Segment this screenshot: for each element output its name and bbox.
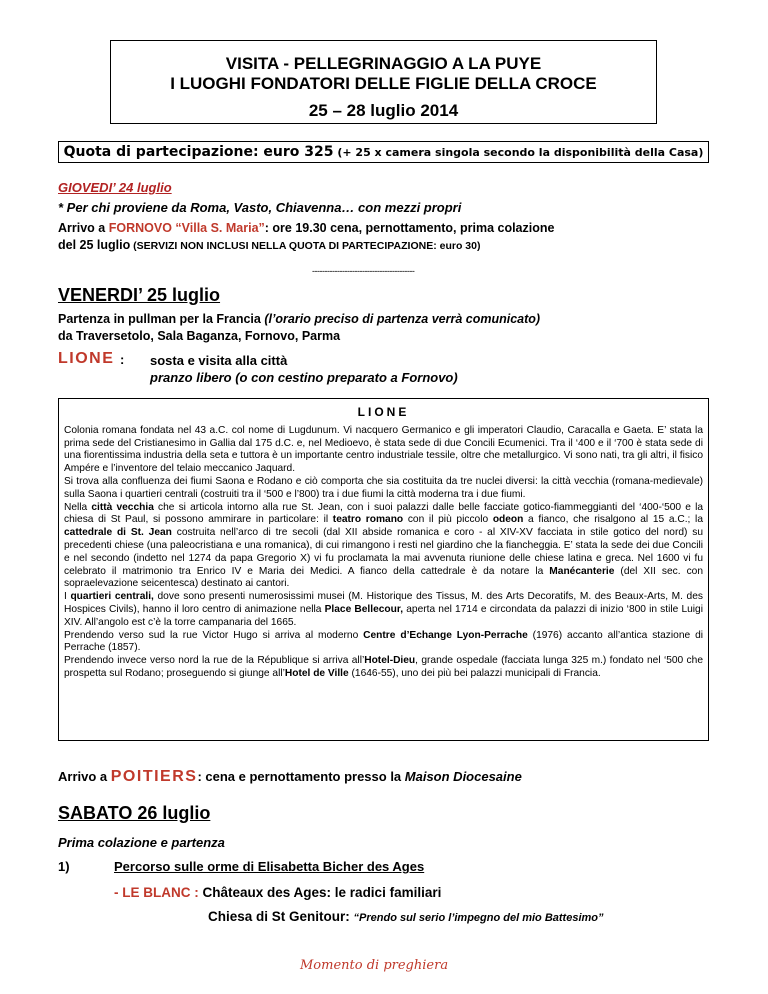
- title-line2: I LUOGHI FONDATORI DELLE FIGLIE DELLA CROCE: [170, 74, 597, 93]
- lione-visit: sosta e visita alla città: [150, 353, 288, 368]
- poitiers-prefix: Arrivo a: [58, 769, 111, 784]
- prayer-moment: Momento di preghiera: [300, 958, 449, 973]
- poitiers-line: [58, 768, 522, 786]
- giovedi-line2: [58, 237, 708, 255]
- church-name: Chiesa di St Genitour:: [208, 909, 354, 924]
- giovedi-note: * Per chi proviene da Roma, Vasto, Chiavenna… con mezzi propri: [58, 200, 462, 215]
- sabato-num: 1): [58, 859, 70, 874]
- lione-p6: Prendendo invece verso nord la rue de la République si arriva all’Hotel-Dieu, grande ospedale (facciata lunga 325 m.) fondato nel ‘500 che prospetta sul Rodano; proseguendo si giunge all’Hotel de Ville (1646-55), uno dei più bei palazzi municipali di Francia.: [64, 655, 703, 679]
- sabato-breakfast: Prima colazione e partenza: [58, 835, 225, 850]
- lione-p4: I quartieri centrali, dove sono presenti numerosissimi musei (M. Historique des Tissus, M. des Arts Decoratifs, M. des Beaux-Arts, M. des Hospices Civils), hanno il loro centro di animazione nella Place Bellecour, aperta nel 1714 e circondata da palazzi di inizio ‘800 in stile Luigi XIV. All’angolo est c’è la torre campanaria del 1665.: [64, 591, 703, 628]
- lione-label: LIONE: [58, 350, 115, 367]
- giovedi-line2-text: del 25 luglio: [58, 238, 131, 252]
- poitiers-place: Maison Diocesaine: [404, 769, 522, 784]
- venerdi-line1-italic: (l’orario preciso di partenza verrà comunicato): [264, 312, 541, 326]
- giovedi-heading: GIOVEDI’ 24 luglio: [58, 180, 172, 195]
- title-line1: VISITA - PELLEGRINAGGIO A LA PUYE: [225, 54, 542, 73]
- leblanc-label: - LE BLANC :: [114, 885, 199, 900]
- quota-note: (+ 25 x camera singola secondo la disponibilità della Casa): [333, 146, 704, 159]
- venerdi-heading: VENERDI’ 25 luglio: [58, 285, 221, 305]
- church-line: [208, 909, 604, 924]
- lione-box-heading: LIONE: [357, 405, 410, 419]
- leblanc-line: [114, 885, 441, 900]
- sabato-heading: SABATO 26 luglio: [58, 803, 211, 823]
- arrivo-prefix: Arrivo a: [58, 221, 109, 235]
- poitiers-city: POITIERS: [110, 768, 198, 785]
- giovedi-line2-small: (SERVIZI NON INCLUSI NELLA QUOTA DI PARTECIPAZIONE: euro 30): [130, 240, 481, 252]
- title-dates: 25 – 28 luglio 2014: [308, 101, 459, 120]
- lione-info-box: [58, 398, 709, 741]
- venerdi-line2: da Traversetolo, Sala Baganza, Fornovo, Parma: [58, 329, 341, 343]
- poitiers-rest: : cena e pernottamento presso la: [197, 769, 405, 784]
- title-box: [110, 40, 657, 124]
- giovedi-arrivo: [58, 220, 708, 237]
- venerdi-line1: [58, 311, 708, 328]
- lione-p3: Nella città vecchia che si articola intorno alla rue St. Jean, con i suoi palazzi dalle belle facciate gotico-fiammeggianti del ‘400-‘500 e la chiesa di St Paul, si possono ammirare in particolare: il teatro romano con il più piccolo odeon a fianco, che risalgono al 15 a.C.; la cattedrale di St. Jean costruita nell’arco di tre secoli (dal XII abside romanica e coro - al XIV-XV facciata in stile gotico del nord) su precedenti chiese (una paleocristiana e una romanica), di cui rimangono i resti nel giardino che la fiancheggia. E’ stata la sede dei due Concili e nel secondo (indetto nel 1274 da papa Gregorio X) vi fu proclamata la mai avvenuta riunione delle chiese latina e greca. Nel 1600 vi fu celebrato il matrimonio tra Enrico IV e Maria dei Medici. A fianco della cattedrale è da notare la Manécanterie (del XII sec. con sopraelevazione seicentesca) destinato ai cantori.: [64, 501, 704, 590]
- divider-dashes: -----------------------------------------: [312, 266, 415, 276]
- lione-lunch: pranzo libero (o con cestino preparato a Fornovo): [150, 370, 458, 385]
- church-quote: “Prendo sul serio l’impegno del mio Battesimo”: [353, 912, 604, 924]
- lione-p5: Prendendo verso sud la rue Victor Hugo si arriva al moderno Centre d’Echange Lyon-Perrache (1976) accanto all’antica stazione di Perrache (1857).: [64, 629, 704, 654]
- sabato-route: Percorso sulle orme di Elisabetta Bicher des Ages: [114, 859, 425, 874]
- quota-box: [58, 141, 709, 163]
- arrivo-place: FORNOVO “Villa S. Maria”: [108, 221, 265, 235]
- arrivo-rest: : ore 19.30 cena, pernottamento, prima colazione: [264, 221, 555, 235]
- lione-p1: Colonia romana fondata nel 43 a.C. col nome di Lugdunum. Vi nacquero Germanico e gli imperatori Claudio, Caracalla e Gaeta. E’ stata la prima sede del Cristianesimo in Gallia dal 175 d.C. e, nel Medioevo, è stata sede di due Concili Ecumenici. Tra il ‘400 e il ‘700 è stata sede di una fiorentissima industria della seta e tuttora è un importante centro industriale tessile, oltre che metallurgico. Vi sono nati, tra gli altri, il fisico Ampére e l’inventore del telaio meccanico Jaquard.: [64, 424, 703, 475]
- venerdi-line1-text: Partenza in pullman per la Francia: [58, 312, 265, 326]
- lione-colon: :: [120, 352, 125, 367]
- lione-p2: Si trova alla confluenza dei fiumi Saona e Rodano e ciò comporta che sia costituita da tre nuclei diversi: la città vecchia (romana-medievale) sulla Saona i quartieri centrali (costruiti tra il ‘500 e l’800) tra i due fiumi la città moderna tra i due fiumi.: [64, 475, 703, 500]
- leblanc-text: Châteaux des Ages: le radici familiari: [198, 885, 442, 900]
- quota-main: Quota di partecipazione: euro 325: [63, 144, 334, 160]
